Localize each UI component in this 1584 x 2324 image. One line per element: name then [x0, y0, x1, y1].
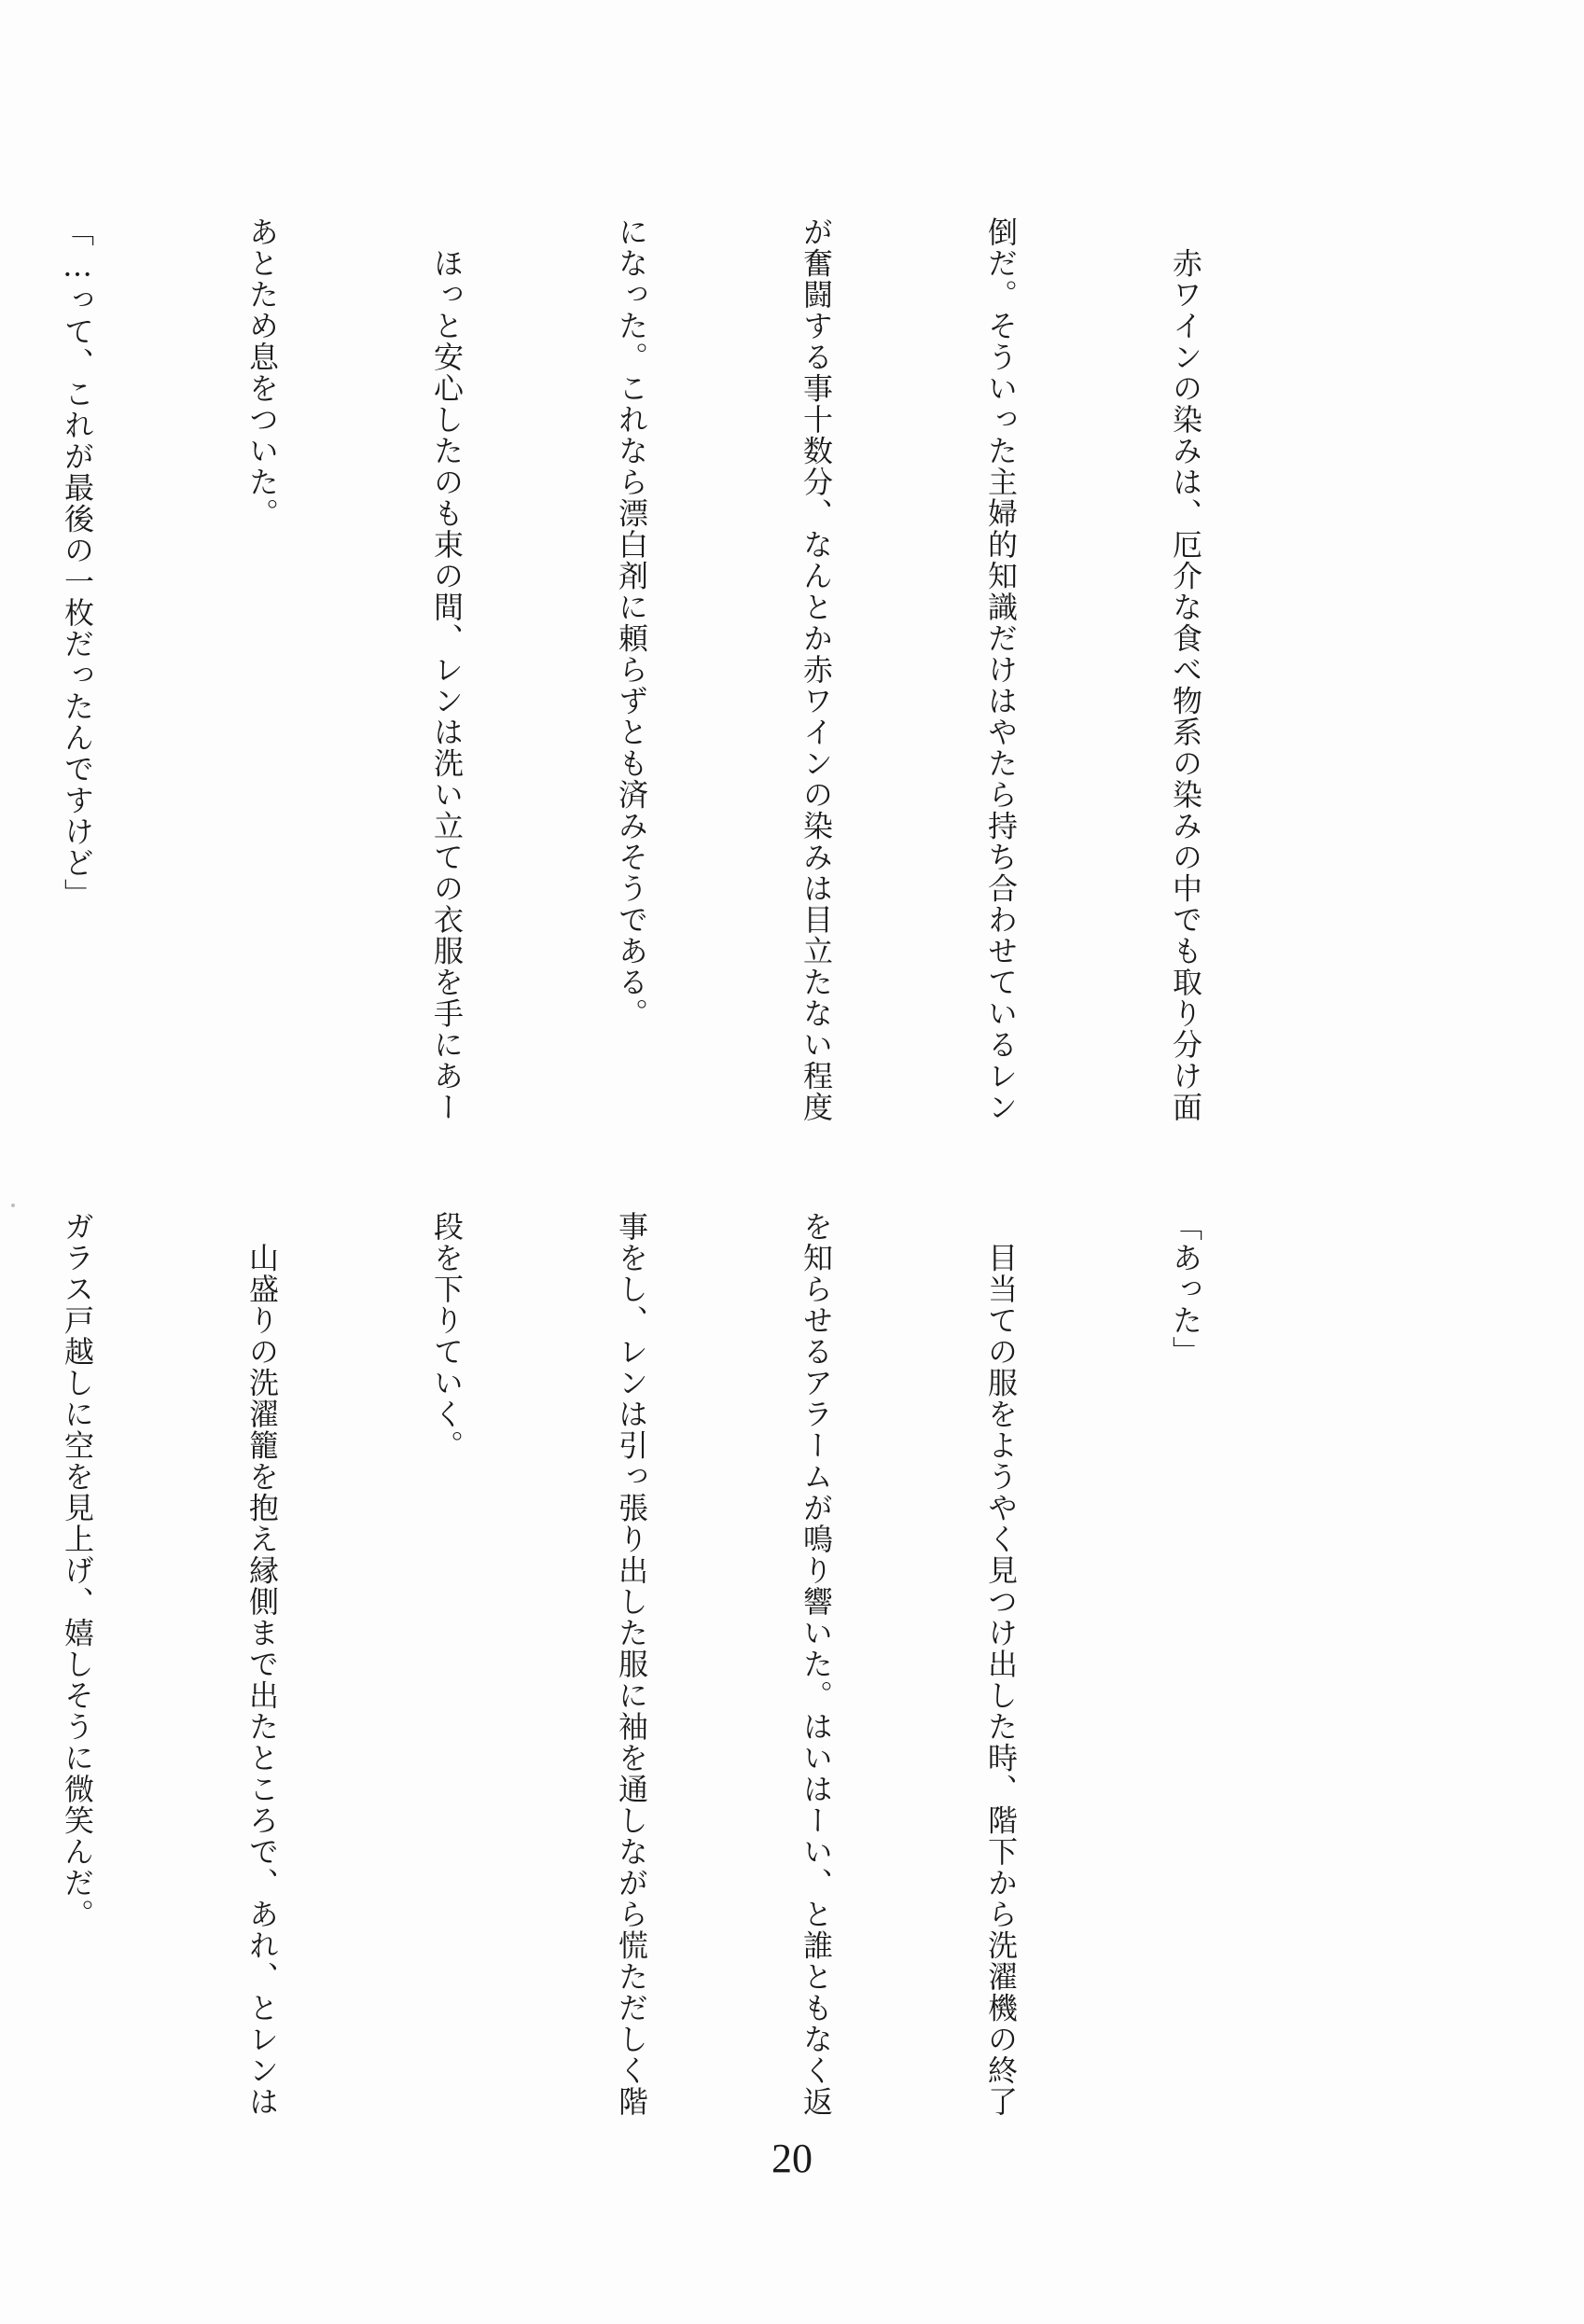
upper-text-block: [60, 216, 1340, 1123]
lower-text-block: [60, 1211, 1340, 2118]
text-line: になった。これなら漂白剤に頼らずとも済みそうである。: [614, 216, 649, 1029]
text-line: 赤ワインの染みは、厄介な食べ物系の染みの中でも取り分け面: [1168, 216, 1203, 1123]
text-line: ガラス戸越しに空を見上げ、嬉しそうに微笑んだ。: [60, 1211, 95, 1930]
text-line: 目当ての服をようやく見つけ出した時、階下から洗濯機の終了: [983, 1211, 1019, 2118]
text-line: 段を下りていく。: [429, 1211, 465, 1461]
text-line: が奮闘する事十数分、なんとか赤ワインの染みは目立たない程度: [799, 216, 834, 1123]
text-line: を知らせるアラームが鳴り響いた。はいはーい、と誰ともなく返: [799, 1211, 834, 2118]
text-line: 「あった」: [1168, 1211, 1203, 1368]
text-line: 倒だ。そういった主婦的知識だけはやたら持ち合わせているレン: [983, 216, 1019, 1123]
text-line: 事をし、レンは引っ張り出した服に袖を通しながら慌ただしく階: [614, 1211, 649, 2118]
text-line: 山盛りの洗濯籠を抱え縁側まで出たところで、あれ、とレンは: [244, 1211, 280, 2118]
scan-speck: [11, 1204, 15, 1207]
text-line: あとため息をついた。: [244, 216, 280, 529]
text-line: ほっと安心したのも束の間、レンは洗い立ての衣服を手にあー: [429, 216, 465, 1123]
text-line: 「…って、これが最後の一枚だったんですけど」: [60, 216, 95, 910]
page-number: 20: [771, 2136, 813, 2181]
